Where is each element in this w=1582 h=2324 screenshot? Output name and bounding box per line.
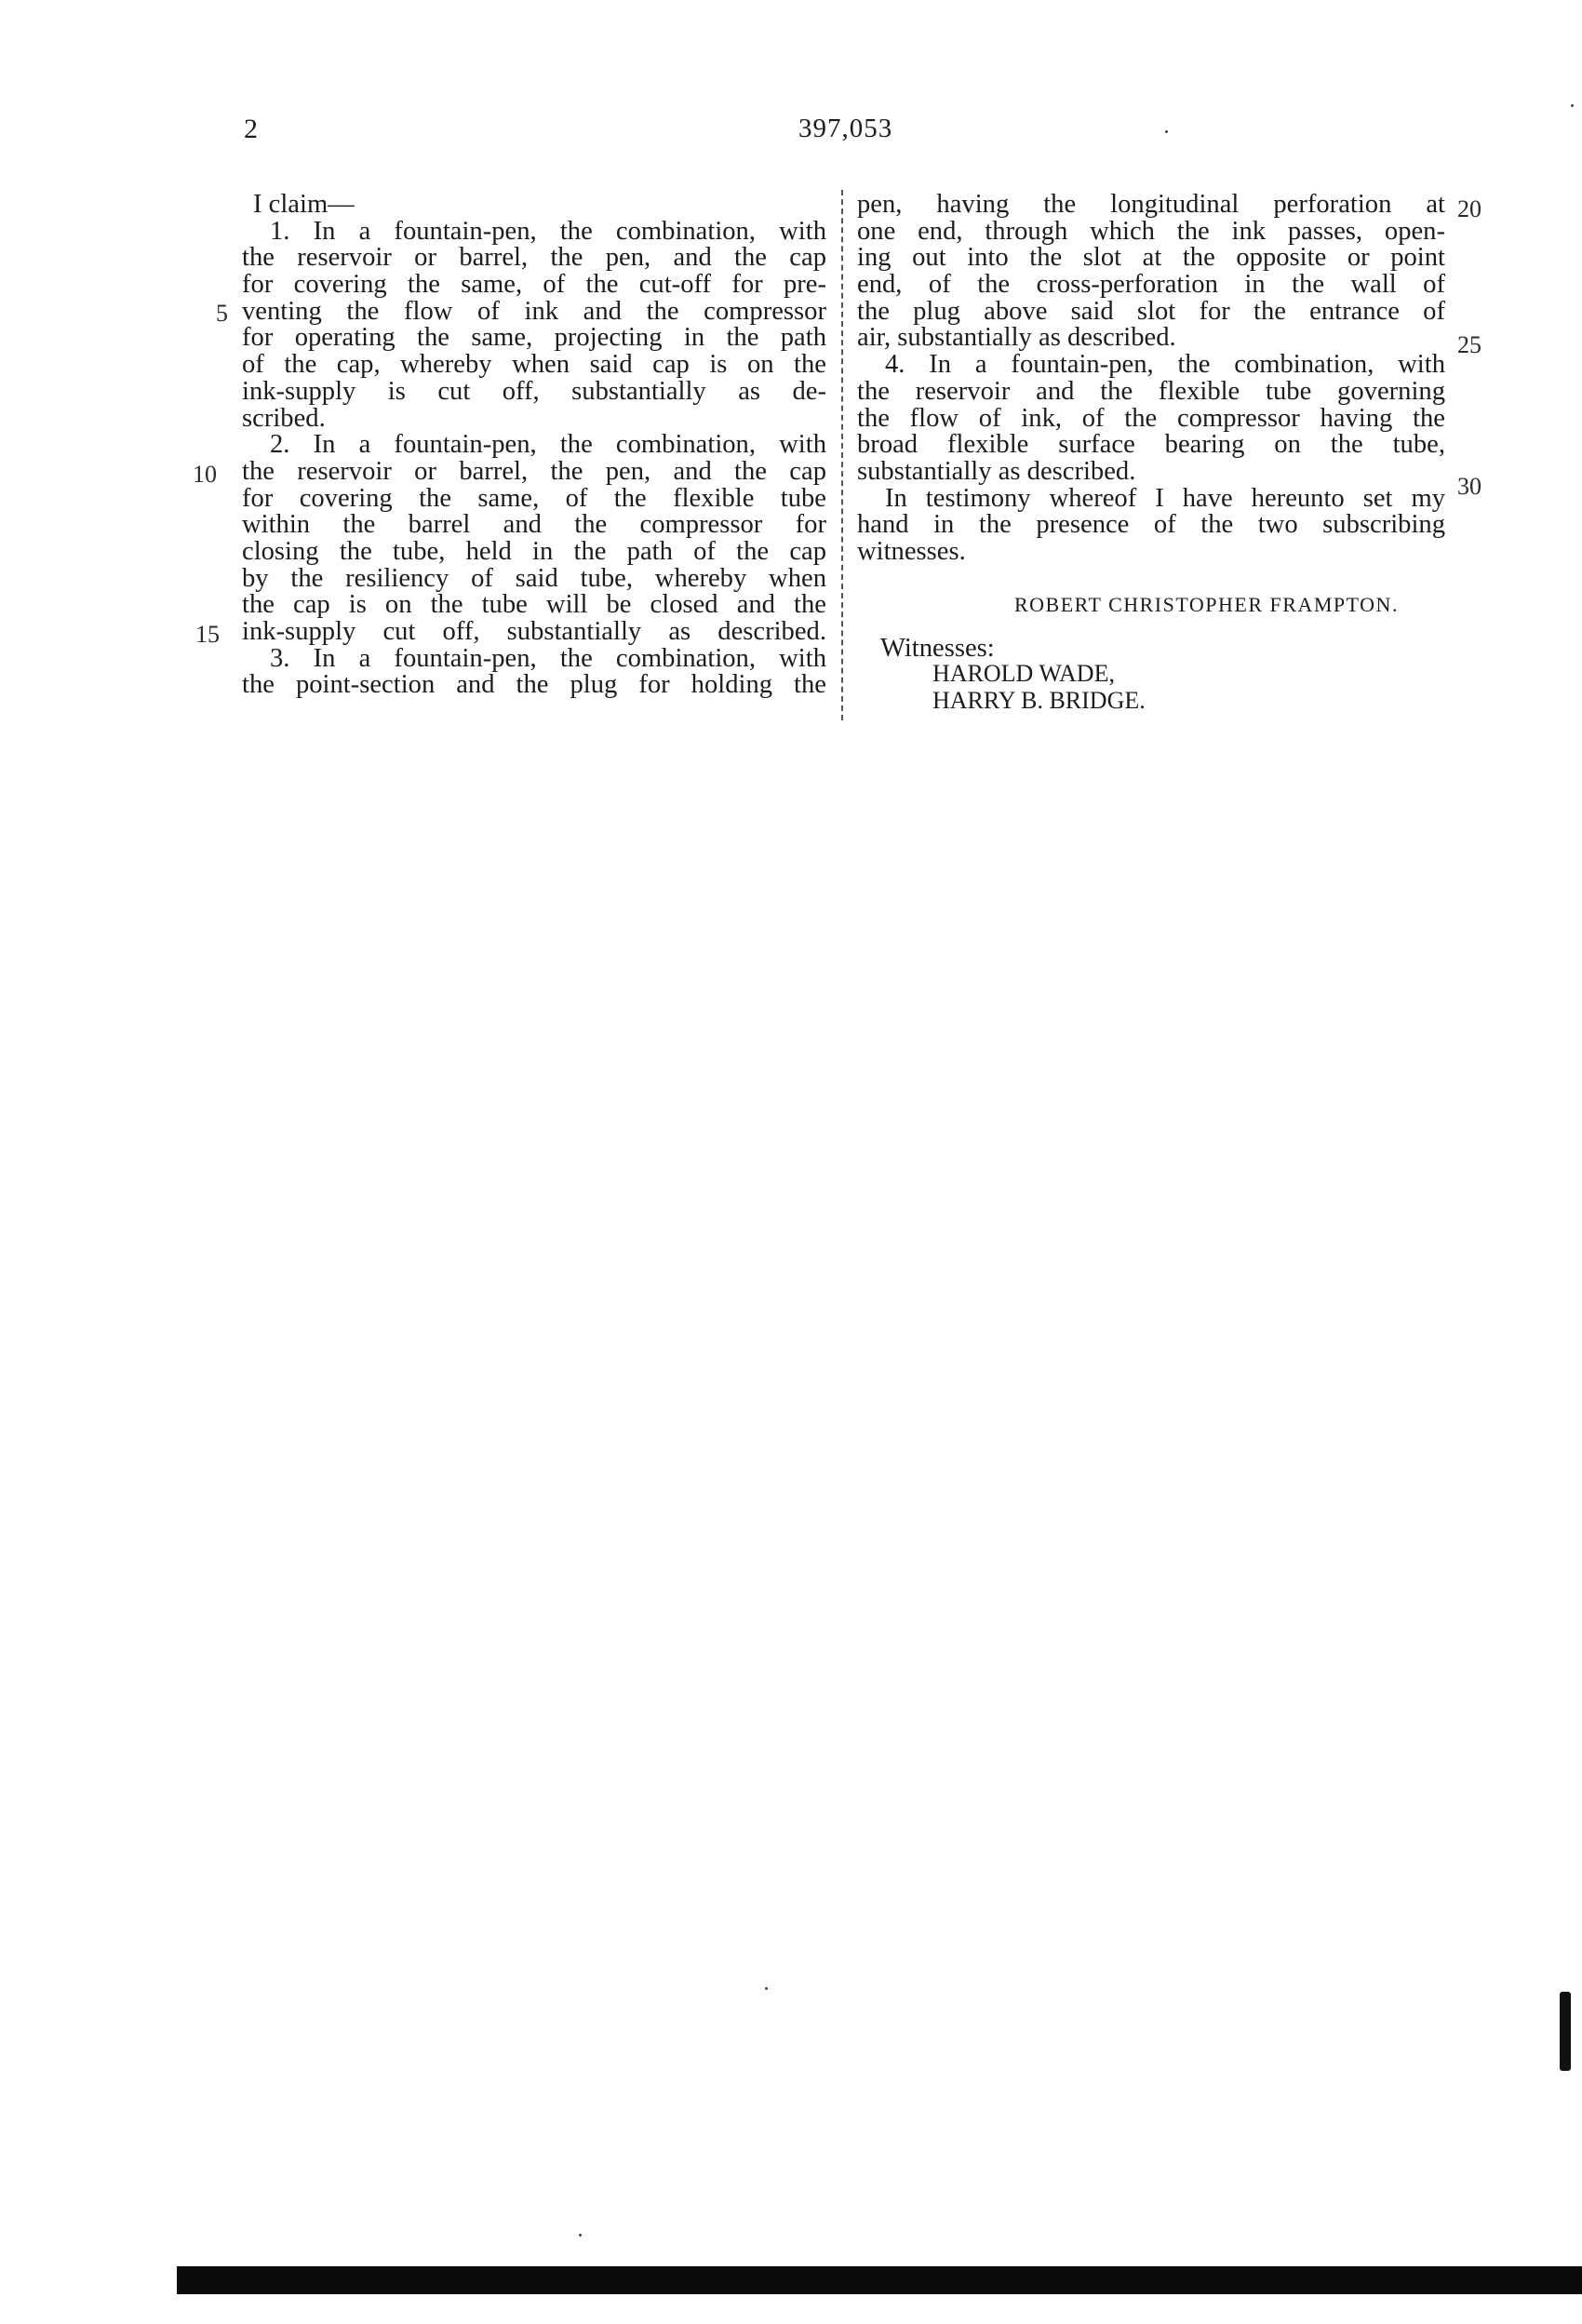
claim-4 bbox=[857, 352, 1445, 485]
claim-3-line: end, of the cross-perforation in the wall of bbox=[857, 270, 1445, 300]
inventor-signature: ROBERT CHRISTOPHER FRAMPTON. bbox=[1014, 593, 1399, 616]
witnesses-label: Witnesses: bbox=[880, 634, 995, 663]
line-number-30: 30 bbox=[1457, 473, 1481, 500]
claim-2-line: closing the tube, held in the path of the cap bbox=[242, 536, 826, 566]
line-number-15: 15 bbox=[195, 621, 220, 648]
claim-3-line: pen, having the longitudinal perforation at bbox=[857, 190, 1445, 219]
scan-bottom-bar bbox=[177, 2266, 1582, 2294]
claim-1-line: 1. In a fountain-pen, the combination, with bbox=[270, 216, 826, 246]
claim-2-line: by the resiliency of said tube, whereby when bbox=[242, 563, 826, 593]
testimony-line: witnesses. bbox=[857, 536, 966, 566]
testimony-clause bbox=[857, 483, 1445, 566]
claim-4-line: substantially as described. bbox=[857, 456, 1136, 486]
scan-speck bbox=[579, 2234, 582, 2237]
scan-speck bbox=[765, 1987, 768, 1990]
witness-name: HARRY B. BRIDGE. bbox=[932, 687, 1146, 714]
testimony-line: hand in the presence of the two subscribing bbox=[857, 510, 1445, 540]
claim-3-line: the point-section and the plug for holding the bbox=[242, 670, 826, 700]
claims-intro: I claim— bbox=[253, 190, 355, 219]
claim-3-start bbox=[242, 643, 826, 700]
claim-4-line: the reservoir and the flexible tube governing bbox=[857, 376, 1445, 406]
claim-2 bbox=[242, 432, 826, 646]
page-number: 2 bbox=[244, 114, 258, 144]
claim-3-line: 3. In a fountain-pen, the combination, with bbox=[270, 643, 826, 673]
claim-1-line: ink-supply is cut off, substantially as de- bbox=[242, 376, 826, 406]
claim-3-line: air, substantially as described. bbox=[857, 323, 1176, 353]
claim-3-line: one end, through which the ink passes, open- bbox=[857, 216, 1445, 246]
claim-1-line: the reservoir or barrel, the pen, and the cap bbox=[242, 243, 826, 273]
right-column bbox=[857, 192, 1445, 566]
claim-1-line: scribed. bbox=[242, 403, 326, 433]
claim-1-line: for operating the same, projecting in the path bbox=[242, 323, 826, 353]
line-number-20: 20 bbox=[1457, 195, 1481, 222]
claim-2-line: the cap is on the tube will be closed and the bbox=[242, 590, 826, 620]
claim-4-line: broad flexible surface bearing on the tube, bbox=[857, 430, 1445, 460]
claim-4-line: 4. In a fountain-pen, the combination, with bbox=[885, 350, 1445, 380]
witness-name: HAROLD WADE, bbox=[932, 660, 1115, 687]
testimony-line: In testimony whereof I have hereunto set my bbox=[885, 483, 1445, 513]
claim-1-line: for covering the same, of the cut-off for pre- bbox=[242, 270, 826, 300]
claim-3-end bbox=[857, 192, 1445, 352]
line-number-25: 25 bbox=[1457, 331, 1481, 358]
claim-2-line: for covering the same, of the flexible tube bbox=[242, 483, 826, 513]
column-divider bbox=[841, 190, 845, 720]
claim-2-line: 2. In a fountain-pen, the combination, with bbox=[270, 430, 826, 460]
line-number-5: 5 bbox=[216, 300, 228, 327]
claim-1 bbox=[242, 216, 826, 433]
claim-3-line: ing out into the slot at the opposite or point bbox=[857, 243, 1445, 273]
claim-2-line: within the barrel and the compressor for bbox=[242, 510, 826, 540]
claim-2-line: the reservoir or barrel, the pen, and the cap bbox=[242, 456, 826, 486]
scan-speck bbox=[1571, 104, 1574, 107]
line-number-10: 10 bbox=[193, 461, 217, 488]
left-column bbox=[242, 192, 826, 699]
claim-2-line: ink-supply cut off, substantially as described. bbox=[242, 617, 826, 646]
scan-edge-mark bbox=[1560, 1992, 1571, 2071]
patent-number: 397,053 bbox=[798, 114, 893, 143]
claim-3-line: the plug above said slot for the entrance of bbox=[857, 296, 1445, 326]
claim-1-line: venting the flow of ink and the compressor bbox=[242, 296, 826, 326]
claim-4-line: the flow of ink, of the compressor having the bbox=[857, 403, 1445, 433]
scan-speck bbox=[1165, 130, 1168, 133]
claim-1-line: of the cap, whereby when said cap is on the bbox=[242, 350, 826, 380]
